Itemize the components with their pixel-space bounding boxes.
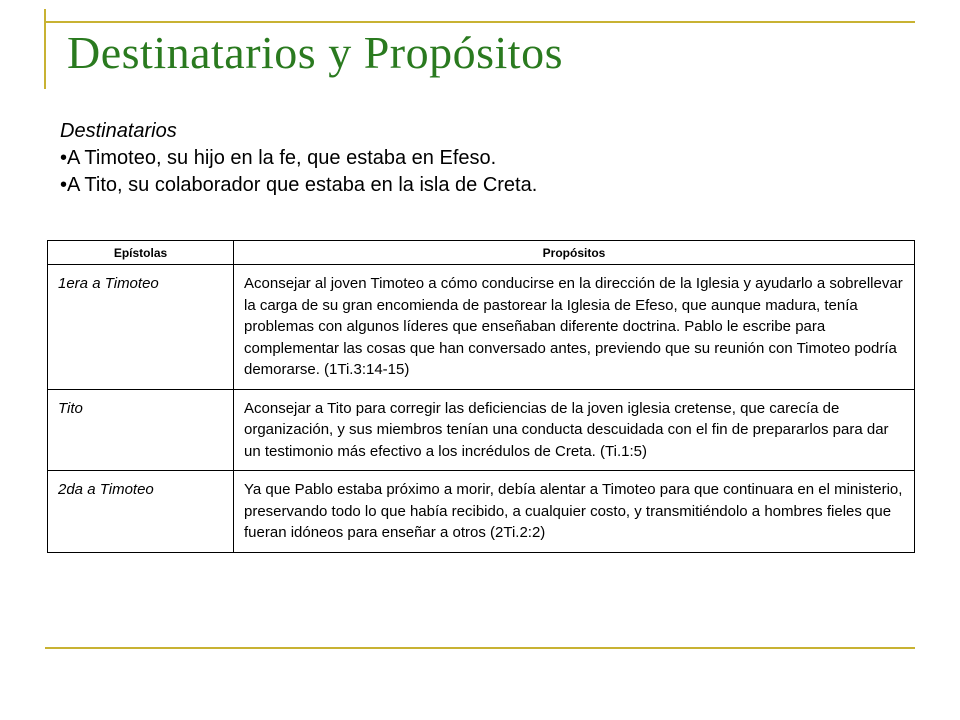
recipient-bullet: •A Tito, su colaborador que estaba en la isla de Creta.	[60, 174, 538, 196]
table-header-row	[48, 241, 915, 265]
left-rule	[44, 9, 46, 89]
purpose-cell: Ya que Pablo estaba próximo a morir, debía alentar a Timoteo para que continuara en el ministerio, preservando todo lo que había recibido, a cualquier costo, y transmitiéndolo a hombres fieles que fueran idóneos para enseñar a otros (2Ti.2:2)	[234, 471, 915, 553]
purposes-table	[47, 240, 915, 553]
purpose-cell: Aconsejar a Tito para corregir las deficiencias de la joven iglesia cretense, que carecía de organización, y sus miembros tenían una conducta descuidada con el fin de prepararlos para dar un testimonio más efectivo a los incrédulos de Creta. (Ti.1:5)	[234, 389, 915, 471]
epistle-cell: Tito	[48, 389, 234, 471]
table-row	[48, 389, 915, 471]
slide-title: Destinatarios y Propósitos	[67, 27, 563, 78]
recipients-heading: Destinatarios	[60, 120, 177, 142]
recipient-bullet: •A Timoteo, su hijo en la fe, que estaba en Efeso.	[60, 147, 497, 169]
table-row	[48, 265, 915, 390]
recipients-section	[60, 118, 900, 199]
epistle-cell: 2da a Timoteo	[48, 471, 234, 553]
column-header-purposes: Propósitos	[234, 241, 915, 265]
table-row	[48, 471, 915, 553]
column-header-epistles: Epístolas	[48, 241, 234, 265]
bottom-rule	[45, 647, 915, 649]
epistle-cell: 1era a Timoteo	[48, 265, 234, 390]
purpose-cell: Aconsejar al joven Timoteo a cómo conducirse en la dirección de la Iglesia y ayudarlo a sobrellevar la carga de su gran encomienda de pastorear la Iglesia de Efeso, que aunque madura, tenía problemas con algunos líderes que enseñaban diferente doctrina. Pablo le escribe para complementar las cosas que han conversado antes, previendo que su reunión con Timoteo podría demorarse. (1Ti.3:14-15)	[234, 265, 915, 390]
top-rule	[45, 21, 915, 23]
